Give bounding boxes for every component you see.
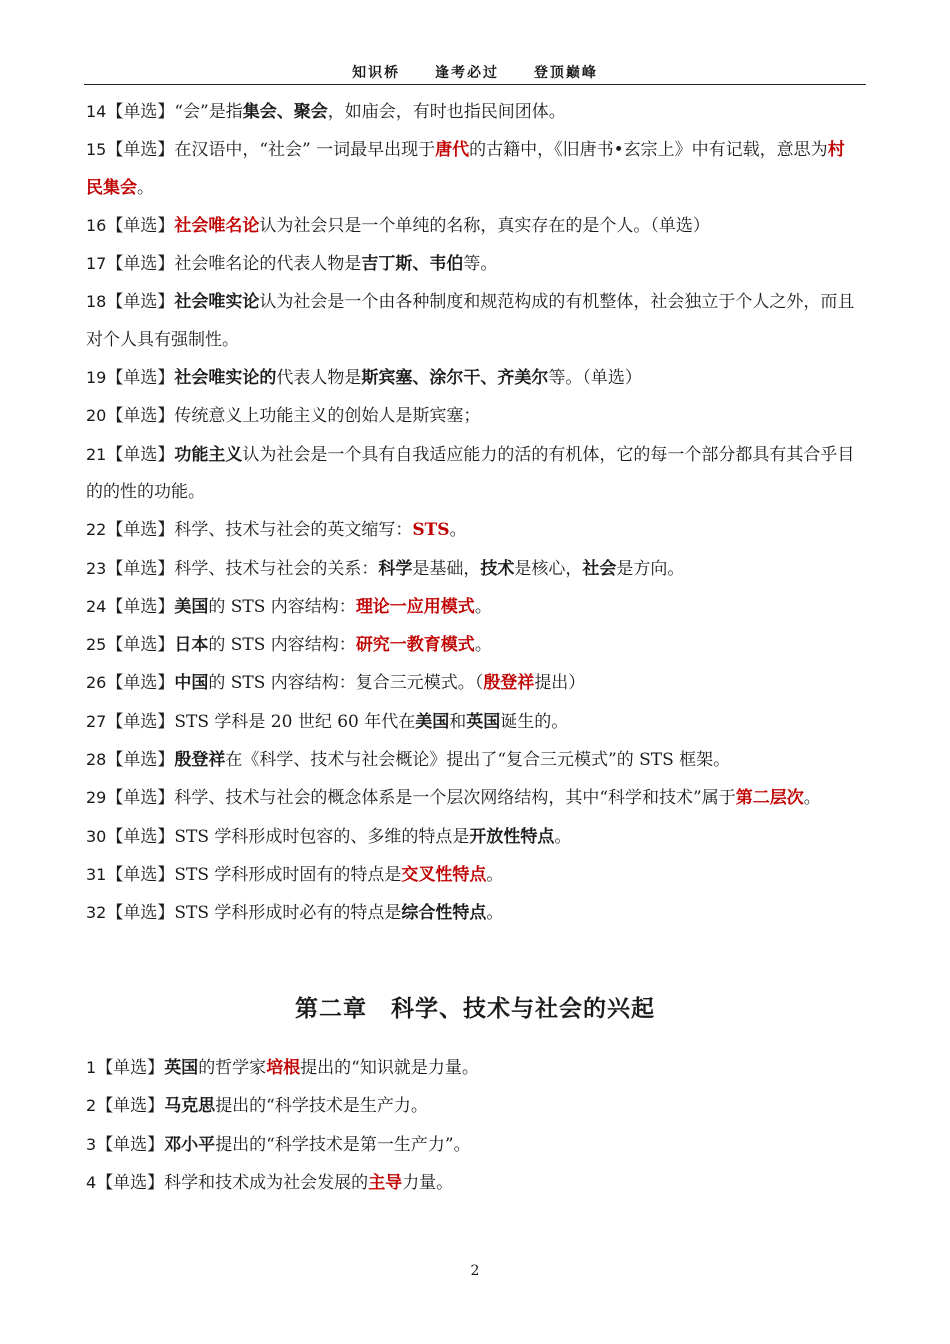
question-text: 提出） [534, 673, 586, 694]
question-text: 【单选】科学和技术成为社会发展的 [96, 1172, 369, 1193]
question-item [86, 207, 856, 245]
question-number: 25 [86, 635, 107, 655]
header-right: 登顶巅峰 [533, 65, 598, 81]
question-text: 认为社会是一个由各种制度和规范构成的有机整体，社会独立于个人之外，而且对个人具有强制性。 [86, 292, 855, 350]
question-item [86, 283, 856, 359]
question-number: 15 [86, 140, 107, 160]
question-number: 27 [86, 711, 107, 731]
question-text: 。 [474, 596, 492, 617]
question-text: 的 STS 内容结构：复合三元模式。（ [208, 673, 484, 694]
question-number: 31 [86, 864, 107, 884]
question-number: 23 [86, 558, 107, 578]
question-item [86, 359, 856, 397]
emphasis-text: 马克思 [164, 1096, 216, 1117]
emphasis-text: 殷登祥 [174, 750, 226, 771]
emphasis-text: 英国 [164, 1058, 199, 1078]
emphasis-text: 社会 [582, 558, 617, 579]
question-text: 【单选】“会”是指 [106, 102, 243, 122]
chapter-title: 第二章 科学、技术与社会的兴起 [295, 996, 655, 1022]
question-text: 【单选】社会唯名论的代表人物是 [106, 254, 362, 275]
question-text: 和 [449, 711, 467, 732]
question-text: 等。（单选） [548, 368, 642, 389]
emphasis-text: 斯宾塞、涂尔干、齐美尔 [361, 368, 549, 389]
question-number: 16 [86, 215, 107, 235]
question-text: 【单选】科学、技术与社会的概念体系是一个层次网络结构，其中“科学和技术”属于 [106, 788, 736, 809]
header-left: 知识桥 [352, 65, 401, 81]
question-text: 【单选】 [106, 673, 175, 694]
question-text: 【单选】 [106, 215, 175, 236]
emphasis-text: 美国 [415, 711, 450, 732]
question-item [86, 741, 856, 779]
header-middle: 逢考必过 [435, 65, 499, 81]
emphasis-text: 功能主义 [174, 444, 243, 465]
question-text: 力量。 [402, 1172, 454, 1193]
page-number: 2 [470, 1263, 480, 1279]
emphasis-text: 日本 [174, 635, 209, 656]
question-text: 【单选】 [96, 1134, 165, 1155]
question-list-chapter1 [86, 93, 856, 933]
question-number: 32 [86, 903, 107, 923]
question-text: 是方向。 [616, 558, 685, 579]
question-item [86, 1126, 856, 1164]
question-text: 提出的“科学技术是第一生产力”。 [215, 1134, 471, 1155]
question-text: 【单选】 [106, 750, 175, 771]
question-item [86, 550, 856, 588]
question-text: 认为社会是一个具有自我适应能力的活的有机体，它的每一个部分都具有其合乎目的的性的功能。 [86, 444, 855, 502]
question-item [86, 703, 856, 741]
question-item [86, 397, 856, 435]
emphasis-text: 社会唯实论 [174, 292, 260, 313]
question-text: 认为社会只是一个单纯的名称，真实存在的是个人。（单选） [259, 215, 710, 236]
question-number: 2 [86, 1096, 97, 1116]
question-text: 【单选】STS 学科是 20 世纪 60 年代在 [106, 711, 416, 732]
question-number: 26 [86, 673, 107, 693]
emphasis-text: 第二层次 [735, 788, 804, 809]
question-text: 【单选】STS 学科形成时必有的特点是 [106, 903, 402, 924]
question-text: 。 [486, 903, 504, 924]
question-item [86, 894, 856, 932]
question-item [86, 588, 856, 626]
question-text: 等。 [463, 254, 498, 275]
question-item [86, 93, 856, 131]
emphasis-text: 开放性特点 [469, 826, 555, 847]
question-number: 22 [86, 520, 107, 540]
question-number: 1 [86, 1058, 97, 1077]
emphasis-text: 社会唯名论 [174, 215, 260, 236]
question-text: 【单选】传统意义上功能主义的创始人是斯宾塞； [106, 406, 481, 427]
question-text: 【单选】 [106, 444, 175, 465]
question-text: 代表人物是 [276, 368, 362, 389]
emphasis-text: 交叉性特点 [401, 864, 487, 885]
question-text: ，如庙会，有时也指民间团体。 [327, 102, 566, 122]
question-text: 的 STS 内容结构： [208, 596, 356, 617]
question-text: 【单选】 [106, 635, 175, 656]
question-item [86, 1164, 856, 1202]
emphasis-text: STS [412, 520, 450, 541]
emphasis-text: 集会、聚会 [242, 102, 328, 122]
question-text: 【单选】 [106, 596, 175, 617]
question-text: 提出的“科学技术是生产力。 [215, 1096, 428, 1117]
question-number: 28 [86, 750, 107, 770]
question-number: 19 [86, 368, 107, 388]
question-item [86, 1087, 856, 1125]
emphasis-text: 唐代 [435, 140, 470, 161]
page-header [84, 62, 866, 85]
emphasis-text: 技术 [480, 558, 515, 579]
question-item [86, 626, 856, 664]
question-text: 【单选】科学、技术与社会的英文缩写： [106, 520, 413, 541]
question-text: 【单选】 [96, 1058, 165, 1078]
question-item [86, 436, 856, 512]
emphasis-text: 研究一教育模式 [355, 635, 475, 656]
question-number: 4 [86, 1172, 97, 1192]
emphasis-text: 中国 [174, 673, 209, 694]
emphasis-text: 培根 [266, 1058, 301, 1078]
emphasis-text: 邓小平 [164, 1134, 216, 1155]
question-number: 21 [86, 444, 107, 464]
question-number: 29 [86, 788, 107, 808]
question-number: 18 [86, 292, 107, 312]
question-text: 。 [803, 788, 821, 809]
question-text: 是核心， [514, 558, 583, 579]
question-item [86, 779, 856, 817]
question-text: 。 [486, 864, 504, 885]
question-text: 。 [554, 826, 572, 847]
emphasis-text: 理论一应用模式 [355, 596, 475, 617]
question-text: 在《科学、技术与社会概论》提出了“复合三元模式”的 STS 框架。 [225, 750, 731, 771]
question-text: 诞生的。 [500, 711, 569, 732]
question-text: 【单选】在汉语中，“社会” 一词最早出现于 [106, 140, 436, 161]
question-text: 的 STS 内容结构： [208, 635, 356, 656]
question-item [86, 245, 856, 283]
question-text: 【单选】 [106, 368, 175, 389]
emphasis-text: 主导 [368, 1172, 403, 1193]
question-item [86, 131, 856, 207]
question-item [86, 511, 856, 549]
question-number: 24 [86, 596, 107, 616]
question-text: 提出的“知识就是力量。 [300, 1058, 479, 1078]
question-number: 17 [86, 254, 107, 274]
question-text: 。 [137, 177, 154, 198]
question-text: 的古籍中，《旧唐书•玄宗上》中有记载，意思为 [469, 140, 828, 161]
question-item [86, 664, 856, 702]
emphasis-text: 美国 [174, 596, 209, 617]
question-number: 3 [86, 1134, 97, 1154]
question-text: 【单选】STS 学科形成时固有的特点是 [106, 864, 402, 885]
emphasis-text: 社会唯实论的 [174, 368, 277, 389]
question-number: 20 [86, 406, 107, 426]
question-item [86, 818, 856, 856]
question-item [86, 856, 856, 894]
question-list-chapter2 [86, 1049, 856, 1202]
question-text: 【单选】STS 学科形成时包容的、多维的特点是 [106, 826, 470, 847]
question-item [86, 1049, 856, 1087]
emphasis-text: 殷登祥 [483, 673, 535, 694]
emphasis-text: 科学 [378, 558, 413, 579]
emphasis-text: 英国 [466, 711, 501, 732]
question-text: 的哲学家 [198, 1058, 267, 1078]
question-text: 【单选】科学、技术与社会的关系： [106, 558, 379, 579]
emphasis-text: 吉丁斯、韦伯 [361, 254, 464, 275]
emphasis-text: 村民集会 [86, 140, 845, 198]
question-number: 14 [86, 102, 107, 121]
question-text: 【单选】 [106, 292, 175, 313]
question-text: 。 [474, 635, 492, 656]
question-number: 30 [86, 826, 107, 846]
question-text: 是基础， [412, 558, 481, 579]
question-text: 。 [449, 520, 467, 541]
emphasis-text: 综合性特点 [401, 903, 487, 924]
question-text: 【单选】 [96, 1096, 165, 1117]
